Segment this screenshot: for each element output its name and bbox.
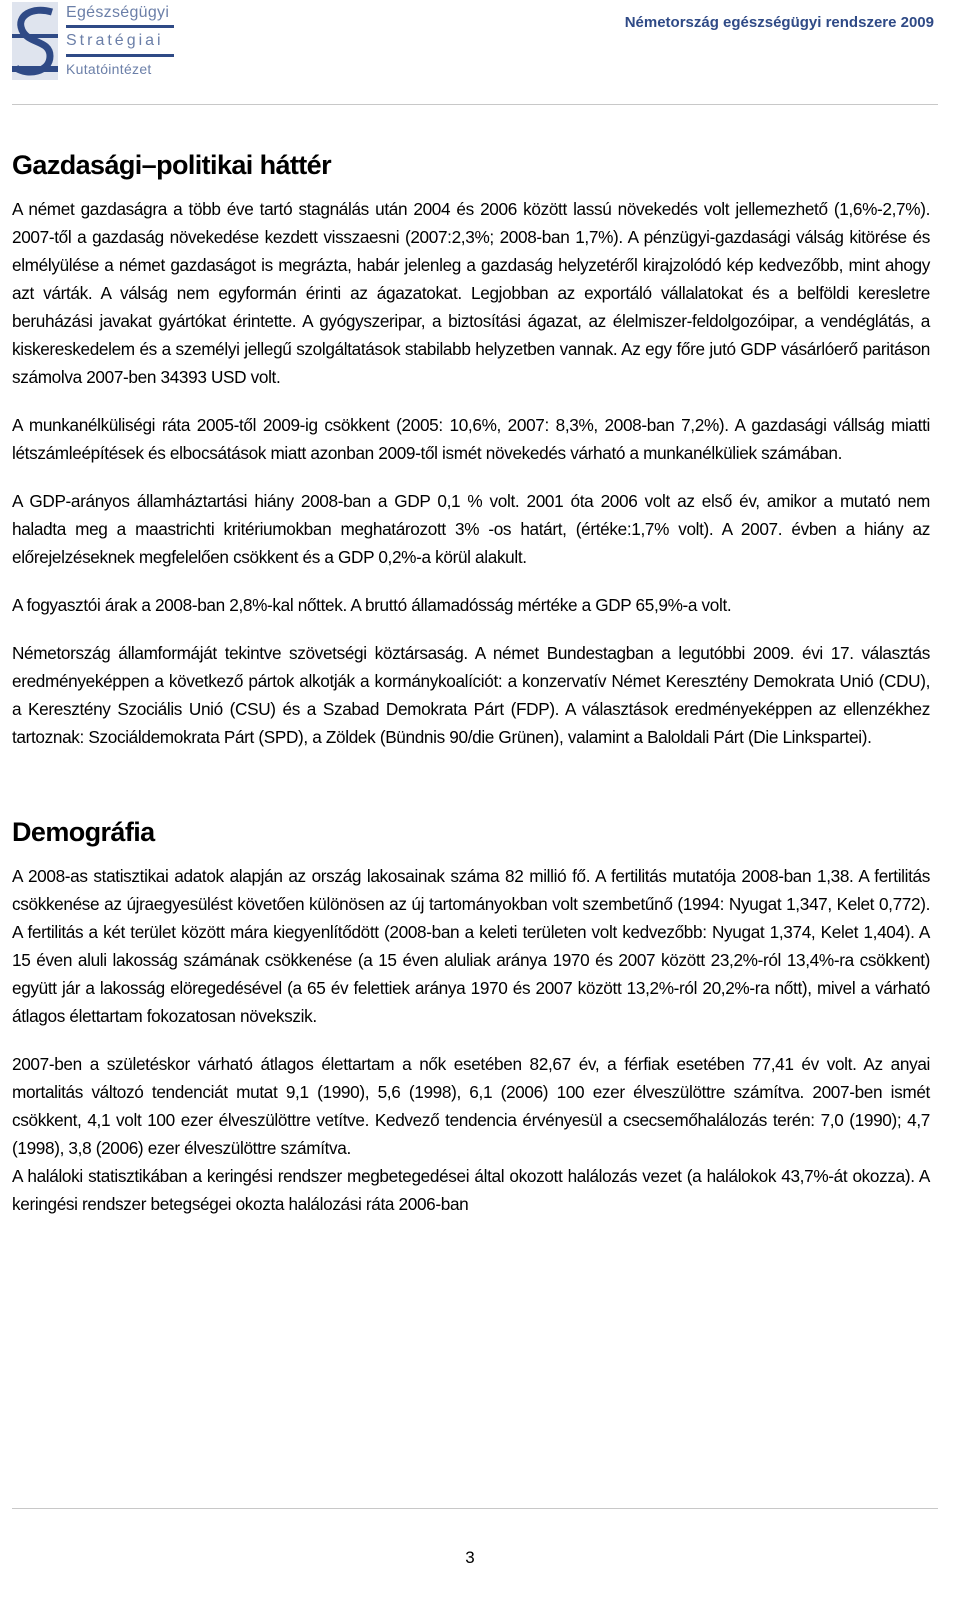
section-heading-demography: Demográfia [12,817,155,847]
page-number: 3 [465,1548,475,1567]
logo-text-line: Kutatóintézet [66,61,152,77]
logo [12,2,192,82]
page-header [0,0,960,108]
footer-divider [12,1508,938,1509]
section-heading-economy: Gazdasági–politikai háttér [12,150,331,180]
paragraph: A 2008-as statisztikai adatok alapján az ország lakosainak száma 82 millió fő. A fertilitás mutatója 2008-ban 1,38. A fertilitás csökkenése az újraegyesülést követően különösen az új tartományokban volt szembetűnő (1994: Nyugat 1,347, Kelet 0,772). A fertilitás a két terület között mára kiegyenlítődött (2008-ban a keleti területen volt kedvezőbb: Nyugat 1,374, Kelet 1,404). A 15 éven aluli lakosság számának csökkenése (a 15 éven aluliak aránya 1970 és 2007 között 23,2%-ról 13,4%-ra csökkent) együtt jár a lakosság elöregedésével (a 65 év felettiek aránya 1970 és 2007 között 13,2%-ról 20,2%-ra nőtt), mivel a várható átlagos élettartam fokozatosan növekszik. [12,866,930,1026]
paragraph: A német gazdaságra a több éve tartó stagnálás után 2004 és 2006 között lassú növekedés volt jellemezhető (1,6%-2,7%). 2007-től a gazdaság növekedése kezdett visszaesni (2007:2,3%; 2008-ban 1,7%). A pénzügyi-gazdasági válság kitörése és elmélyülése a német gazdaságot is megrázta, habár jelenleg a gazdaság helyzetéről kirajzolódó kép kedvezőbb, mint ahogy azt várták. A válság nem egyformán érinti az ágazatokat. Legjobban az exportáló vállalatokat és a belföldi keresletre beruházási javakat gyártókat érintette. A gyógyszeripar, a biztosítási ágazat, az élelmiszer-feldolgozóipar, a vendéglátás, a kiskereskedelem és a személyi jellegű szolgáltatások stabilabb helyzetben vannak. Az egy főre jutó GDP vásárlóerő paritáson számolva 2007-ben 34393 USD volt. [12,199,930,387]
header-divider [12,104,938,105]
logo-mark-icon [12,2,58,80]
paragraph: A fogyasztói árak a 2008-ban 2,8%-kal nőttek. A bruttó államadósság mértéke a GDP 65,9%-a volt. [12,595,732,615]
paragraph: Németország államformáját tekintve szövetségi köztársaság. A német Bundestagban a legutóbbi 2009. évi 17. választás eredményeképpen a következő pártok alkotják a kormánykoalíciót: a konzervatív Német Keresztény Demokrata Unió (CDU), a Keresztény Szociális Unió (CSU) és a Szabad Demokrata Párt (FDP). A választások eredményeképpen az ellenzékhez tartoznak: Szociáldemokrata Párt (SPD), a Zöldek (Bündnis 90/die Grünen), valamint a Baloldali Párt (Die Linkspartei). [12,643,930,747]
logo-stripe [66,25,174,28]
document-body [12,150,930,1218]
paragraph: A GDP-arányos államháztartási hiány 2008-ban a GDP 0,1 % volt. 2001 óta 2006 volt az első év, amikor a mutató nem haladta meg a maastrichti kritériumokban meghatározott 3% -os határt, (értéke:1,7% volt). A 2007. évben a hiány az előrejelzéseknek megfelelően csökkent és a GDP 0,2%-a körül alakult. [12,491,930,567]
paragraph: A munkanélküliségi ráta 2005-től 2009-ig csökkent (2005: 10,6%, 2007: 8,3%, 2008-ban 7,2%). A gazdasági vállság miatti létszámleépítések és elbocsátások miatt azonban 2009-től ismét növekedés várható a munkanélküliek számában. [12,415,930,463]
logo-text-line: Stratégiai [66,32,164,49]
logo-stripe [66,54,174,57]
paragraph: 2007-ben a születéskor várható átlagos élettartam a nők esetében 82,67 év, a férfiak esetében 77,41 év volt. Az anyai mortalitás változó tendenciát mutat 9,1 (1990), 5,6 (1998), 6,1 (2006) 100 ezer élveszülöttre számítva. 2007-ben ismét csökkent, 4,1 volt 100 ezer élveszülöttre vetítve. Kedvező tendencia érvényesül a csecsemőhalálozás terén: 7,0 (1990); 4,7 (1998), 3,8 (2006) ezer élveszülöttre számítva. [12,1054,930,1158]
paragraph: A haláloki statisztikában a keringési rendszer megbetegedései által okozott halálozás vezet (a halálokok 43,7%-át okozza). A keringési rendszer betegségei okozta halálozási ráta 2006-ban [12,1166,930,1214]
running-header-title: Németország egészségügyi rendszere 2009 [624,14,934,31]
logo-text-line: Egészségügyi [66,4,170,21]
